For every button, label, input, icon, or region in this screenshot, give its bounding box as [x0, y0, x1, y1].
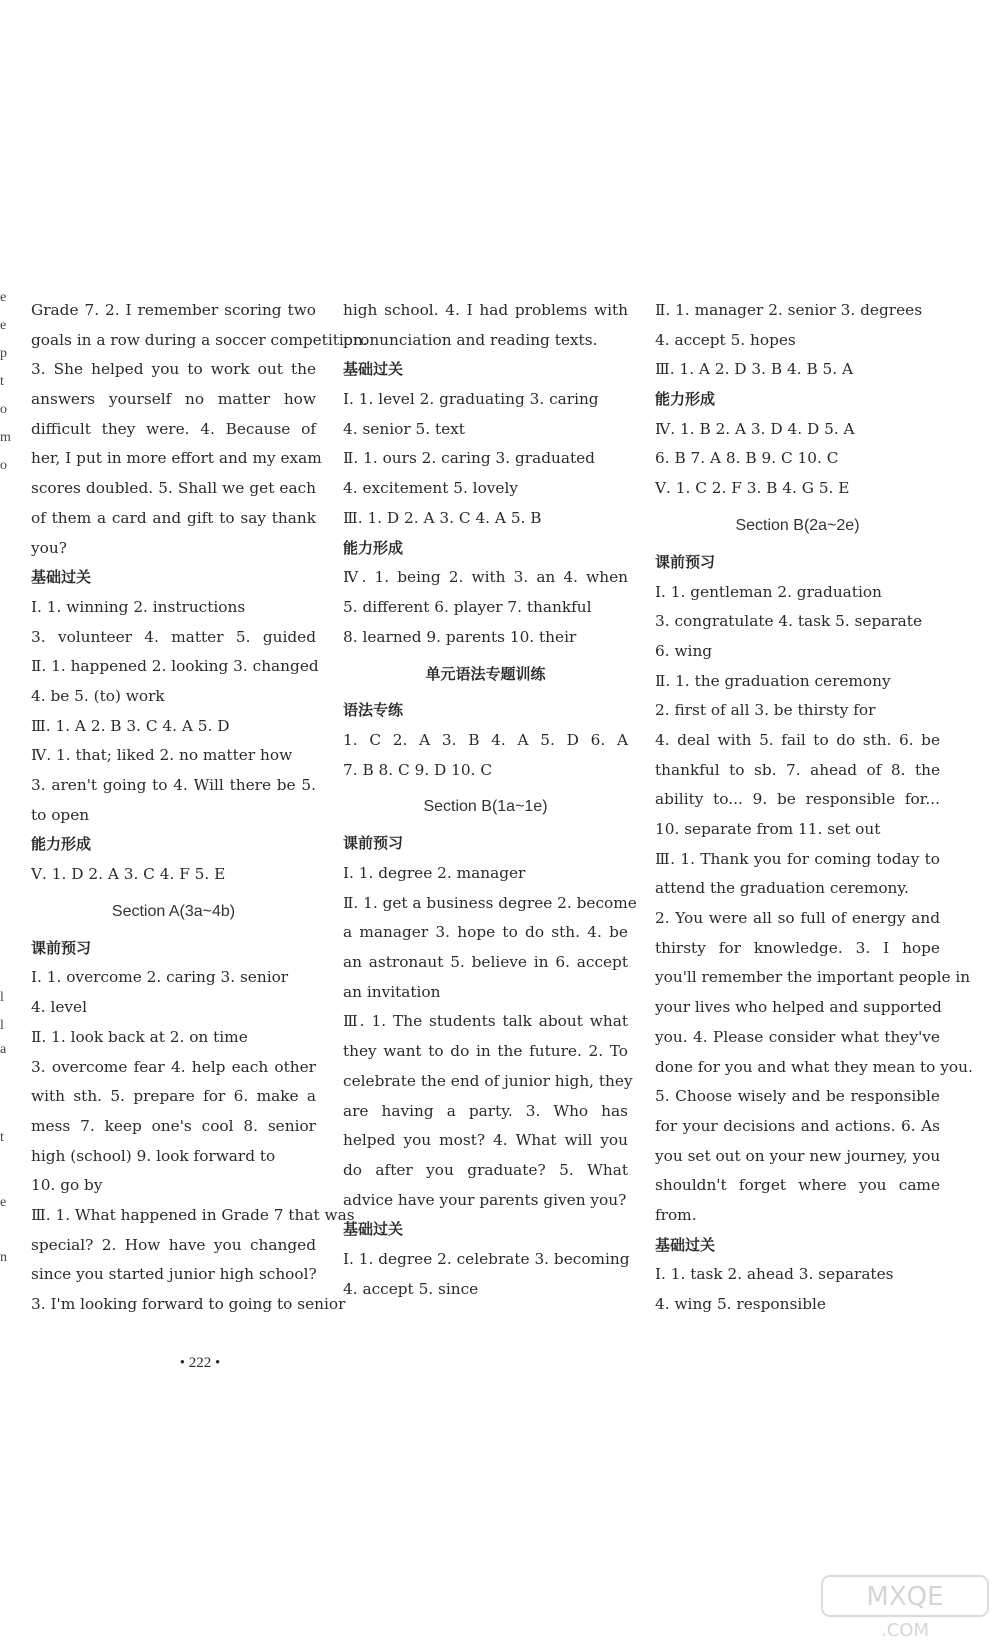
answer-line: attend the graduation ceremony. [655, 879, 909, 898]
answer-line: Ⅰ. 1. gentleman 2. graduation [655, 582, 882, 601]
section-title: Section B(1a~1e) [423, 798, 548, 816]
answer-line: 10. go by [31, 1176, 103, 1195]
answer-line: Ⅳ. 1. being 2. with 3. an 4. when [343, 568, 628, 587]
answer-line: 3. congratulate 4. task 5. separate [655, 612, 922, 631]
answer-line: you? [31, 538, 67, 557]
answer-line: 4. accept 5. hopes [655, 330, 796, 349]
answer-line: answers yourself no matter how [31, 390, 316, 409]
svg-text:.COM: .COM [881, 1620, 929, 1641]
answer-line: you set out on your new journey, you [655, 1146, 941, 1165]
answer-line: Ⅰ. 1. winning 2. instructions [31, 597, 246, 616]
edge-letter: l [0, 990, 4, 1005]
edge-letter: m [0, 430, 11, 445]
answer-line: Grade 7. 2. I remember scoring two [31, 301, 316, 319]
answer-line: 3. overcome fear 4. help each other [31, 1057, 316, 1076]
answer-line: mess 7. keep one's cool 8. senior [31, 1116, 316, 1135]
section-heading: 课前预习 [31, 938, 92, 957]
answer-line: 3. volunteer 4. matter 5. guided [31, 627, 316, 646]
answer-line: shouldn't forget where you came [655, 1176, 940, 1195]
answer-line: goals in a row during a soccer competition. [31, 330, 368, 349]
edge-letter: n [0, 1250, 7, 1265]
answer-line: helped you most? 4. What will you [343, 1131, 628, 1150]
answer-line: advice have your parents given you? [343, 1190, 627, 1209]
answer-line: 4. accept 5. since [343, 1279, 479, 1298]
edge-letter: e [0, 290, 7, 305]
answer-line: 8. learned 9. parents 10. their [343, 627, 577, 646]
chapter-title: 单元语法专题训练 [425, 665, 546, 684]
section-heading: 课前预习 [655, 552, 716, 571]
answer-line: 2. first of all 3. be thirsty for [655, 701, 876, 720]
answer-line: Ⅱ. 1. happened 2. looking 3. changed [31, 657, 319, 676]
answer-line: 3. aren't going to 4. Will there be 5. [31, 776, 316, 794]
answer-line: high (school) 9. look forward to [31, 1146, 276, 1165]
answer-line: celebrate the end of junior high, they [343, 1071, 633, 1090]
answer-line: 5. Choose wisely and be responsible [655, 1087, 940, 1106]
answer-line: an astronaut 5. believe in 6. accept [343, 953, 628, 972]
section-heading: 能力形成 [31, 835, 92, 854]
edge-letter: l [0, 1018, 4, 1033]
answer-line: pronunciation and reading texts. [343, 330, 598, 349]
answer-line: Ⅴ. 1. C 2. F 3. B 4. G 5. E [655, 479, 850, 498]
answer-line: Ⅲ. 1. The students talk about what [343, 1012, 628, 1031]
answer-line: Ⅲ. 1. D 2. A 3. C 4. A 5. B [343, 508, 542, 527]
answer-line: do after you graduate? 5. What [343, 1160, 628, 1179]
answer-line: 7. B 8. C 9. D 10. C [343, 760, 493, 779]
edge-letter: o [0, 458, 7, 473]
section-heading: 基础过关 [343, 1220, 404, 1239]
answer-line: with sth. 5. prepare for 6. make a [31, 1087, 316, 1106]
answer-line: 4. be 5. (to) work [31, 686, 165, 705]
answer-line: Ⅱ. 1. look back at 2. on time [31, 1027, 248, 1046]
section-heading: 能力形成 [343, 538, 404, 557]
edge-letter: t [0, 374, 4, 389]
answer-line: Ⅲ. 1. Thank you for coming today to [655, 849, 940, 868]
page-number: • 222 • [179, 1355, 221, 1371]
answer-line: since you started junior high school? [31, 1265, 317, 1284]
answer-line: done for you and what they mean to you. [655, 1057, 973, 1076]
section-title: Section B(2a~2e) [735, 516, 860, 534]
answer-line: scores doubled. 5. Shall we get each [31, 479, 316, 498]
answer-line: they want to do in the future. 2. To [343, 1042, 628, 1061]
answer-line: her, I put in more effort and my exam [31, 449, 322, 468]
answer-line: Ⅲ. 1. A 2. B 3. C 4. A 5. D [31, 716, 230, 735]
section-heading: 能力形成 [655, 390, 716, 409]
section-heading: 基础过关 [655, 1235, 716, 1254]
answer-line: Ⅲ. 1. A 2. D 3. B 4. B 5. A [655, 360, 854, 379]
answer-line: from. [655, 1205, 697, 1224]
answer-line: 6. B 7. A 8. B 9. C 10. C [655, 449, 839, 468]
answer-line: your lives who helped and supported [655, 998, 942, 1017]
answer-column-2 [343, 296, 637, 1304]
answer-line: Ⅰ. 1. task 2. ahead 3. separates [655, 1265, 894, 1284]
answer-line: for your decisions and actions. 6. As [655, 1116, 940, 1135]
answer-line: 4. senior 5. text [343, 419, 465, 438]
answer-line: Ⅱ. 1. manager 2. senior 3. degrees [655, 301, 923, 319]
section-heading: 课前预习 [343, 834, 404, 853]
answer-line: Ⅰ. 1. degree 2. celebrate 3. becoming [343, 1249, 630, 1268]
answer-column-1 [31, 296, 368, 1320]
answer-line: difficult they were. 4. Because of [31, 419, 316, 438]
answer-line: are having a party. 3. Who has [343, 1101, 628, 1120]
answer-line: you'll remember the important people in [655, 968, 971, 987]
answer-line: of them a card and gift to say thank [31, 508, 316, 527]
answer-line: Ⅱ. 1. ours 2. caring 3. graduated [343, 449, 595, 468]
edge-letter: t [0, 1130, 4, 1145]
edge-letter: a [0, 1042, 7, 1057]
answer-line: 3. She helped you to work out the [31, 360, 316, 379]
answer-line: 4. level [31, 998, 87, 1017]
answer-line: 2. You were all so full of energy and [655, 909, 940, 928]
answer-line: 4. excitement 5. lovely [343, 479, 519, 498]
answer-line: special? 2. How have you changed [31, 1235, 316, 1254]
answer-line: to open [31, 805, 90, 824]
answer-line: 10. separate from 11. set out [655, 820, 881, 838]
edge-letter: e [0, 1195, 7, 1210]
edge-letter: p [0, 346, 7, 361]
section-heading: 语法专练 [343, 701, 404, 720]
answer-line: Ⅲ. 1. What happened in Grade 7 that was [31, 1205, 355, 1224]
answer-line: thankful to sb. 7. ahead of 8. the [655, 760, 940, 779]
answer-line: 6. wing [655, 641, 713, 660]
edge-letter: e [0, 318, 7, 333]
answer-line: Ⅰ. 1. degree 2. manager [343, 864, 526, 882]
section-title: Section A(3a~4b) [111, 902, 236, 920]
section-heading: 基础过关 [31, 568, 92, 587]
answer-line: Ⅱ. 1. get a business degree 2. become [343, 893, 637, 912]
answer-line: 5. different 6. player 7. thankful [343, 597, 592, 616]
answer-column-3 [655, 296, 973, 1320]
edge-letter: o [0, 402, 7, 417]
answer-line: an invitation [343, 982, 441, 1001]
answer-line: 1. C 2. A 3. B 4. A 5. D 6. A [343, 730, 628, 749]
answer-line: ability to... 9. be responsible for... [655, 790, 940, 809]
answer-line: 4. wing 5. responsible [655, 1295, 826, 1313]
answer-line: high school. 4. I had problems with [343, 301, 628, 319]
answer-line: Ⅰ. 1. level 2. graduating 3. caring [343, 390, 599, 409]
section-heading: 基础过关 [343, 360, 404, 379]
answer-line: 3. I'm looking forward to going to senior [31, 1295, 346, 1313]
answer-line: Ⅱ. 1. the graduation ceremony [655, 671, 891, 690]
answer-line: Ⅳ. 1. that; liked 2. no matter how [31, 746, 293, 765]
answer-line: 4. deal with 5. fail to do sth. 6. be [655, 730, 940, 749]
answer-line: you. 4. Please consider what they've [655, 1027, 940, 1046]
answer-line: a manager 3. hope to do sth. 4. be [343, 923, 628, 942]
svg-text:MXQE: MXQE [866, 1582, 944, 1612]
answer-line: thirsty for knowledge. 3. I hope [655, 938, 940, 957]
answer-line: Ⅰ. 1. overcome 2. caring 3. senior [31, 968, 289, 987]
answer-line: Ⅴ. 1. D 2. A 3. C 4. F 5. E [31, 865, 226, 884]
answer-line: Ⅳ. 1. B 2. A 3. D 4. D 5. A [655, 419, 855, 438]
watermark-logo [820, 1572, 990, 1642]
